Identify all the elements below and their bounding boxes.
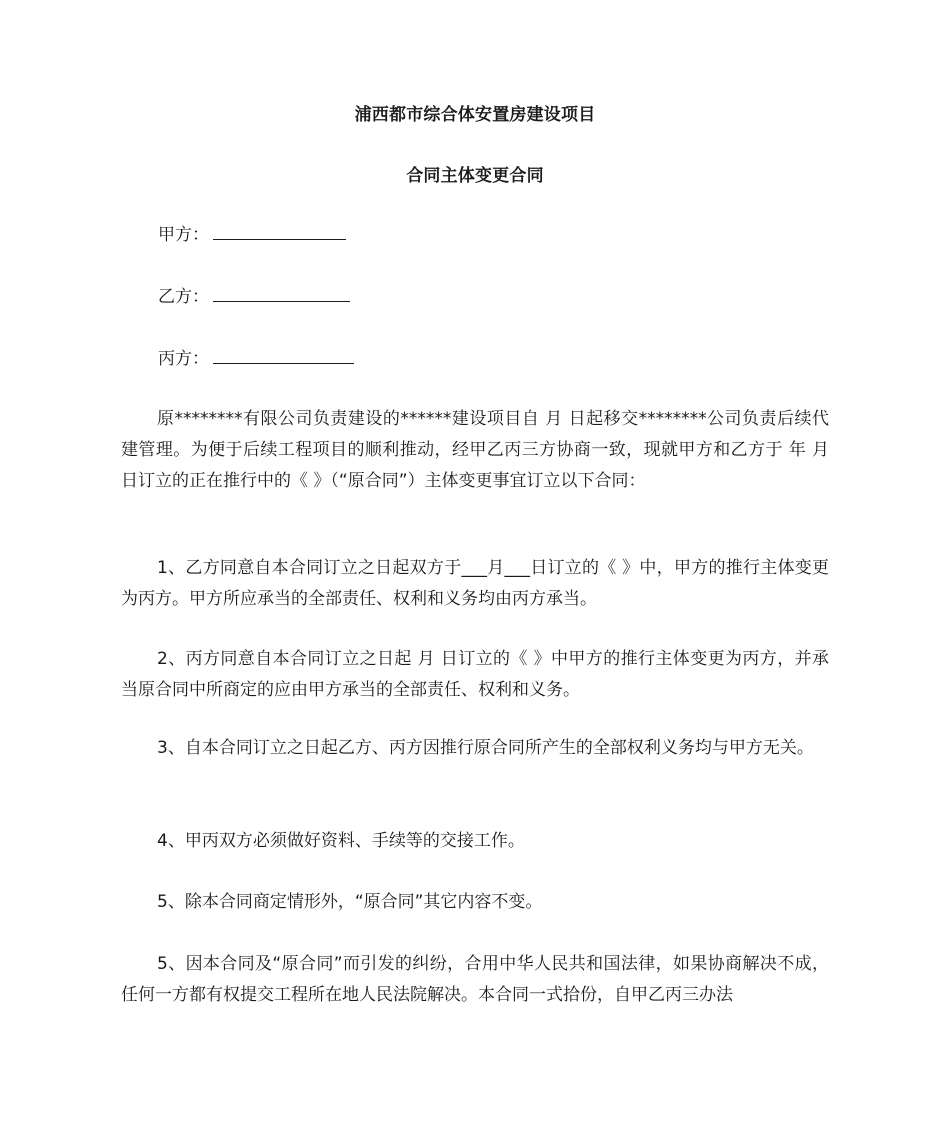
paragraph-clause-3: 3、自本合同订立之日起乙方、丙方因推行原合同所产生的全部权利义务均与甲方无关。 [157,738,814,758]
party-c-blank [213,346,354,364]
party-a-blank [213,222,346,240]
party-b-label: 乙方： [158,287,209,307]
document-title: 浦西都市综合体安置房建设项目 [354,105,596,125]
paragraph-clause-6: 5、因本合同及“原合同”而引发的纠纷，合用中华人民共和国法律，如果协商解决不成，任何一方都有权提交工程所在地人民法院解决。本合同一式拾份，自甲乙丙三办法 [121,954,829,1005]
paragraph-clause-4: 4、甲丙双方必须做好资料、手续等的交接工作。 [157,831,525,851]
party-c-label: 丙方： [158,349,209,369]
paragraph-clause-2: 2、丙方同意自本合同订立之日起 月 日订立的《 》中甲方的推行主体变更为丙方，并承当原合同中所商定的应由甲方承当的全部责任、权利和义务。 [121,649,829,700]
party-b-line [158,284,350,308]
party-c-line [158,346,354,370]
paragraph-clause-1: 1、乙方同意自本合同订立之日起双方于___月___日订立的《 》中，甲方的推行主体变更为丙方。甲方所应承当的全部责任、权利和义务均由丙方承当。 [121,558,829,609]
paragraph-clause-5: 5、除本合同商定情形外，“原合同”其它内容不变。 [157,892,543,912]
paragraph-intro: 原********有限公司负责建设的******建设项目自 月 日起移交********公司负责后续代建管理。为便于后续工程项目的顺利推动，经甲乙丙三方协商一致，现就甲方和乙方于 年 月 日订立的正在推行中的《 》（“原合同”）主体变更事宜订立以下合同： [121,409,829,491]
document-subtitle: 合同主体变更合同 [406,166,544,186]
party-b-blank [213,284,350,302]
party-a-line [158,222,346,246]
party-a-label: 甲方： [158,225,209,245]
